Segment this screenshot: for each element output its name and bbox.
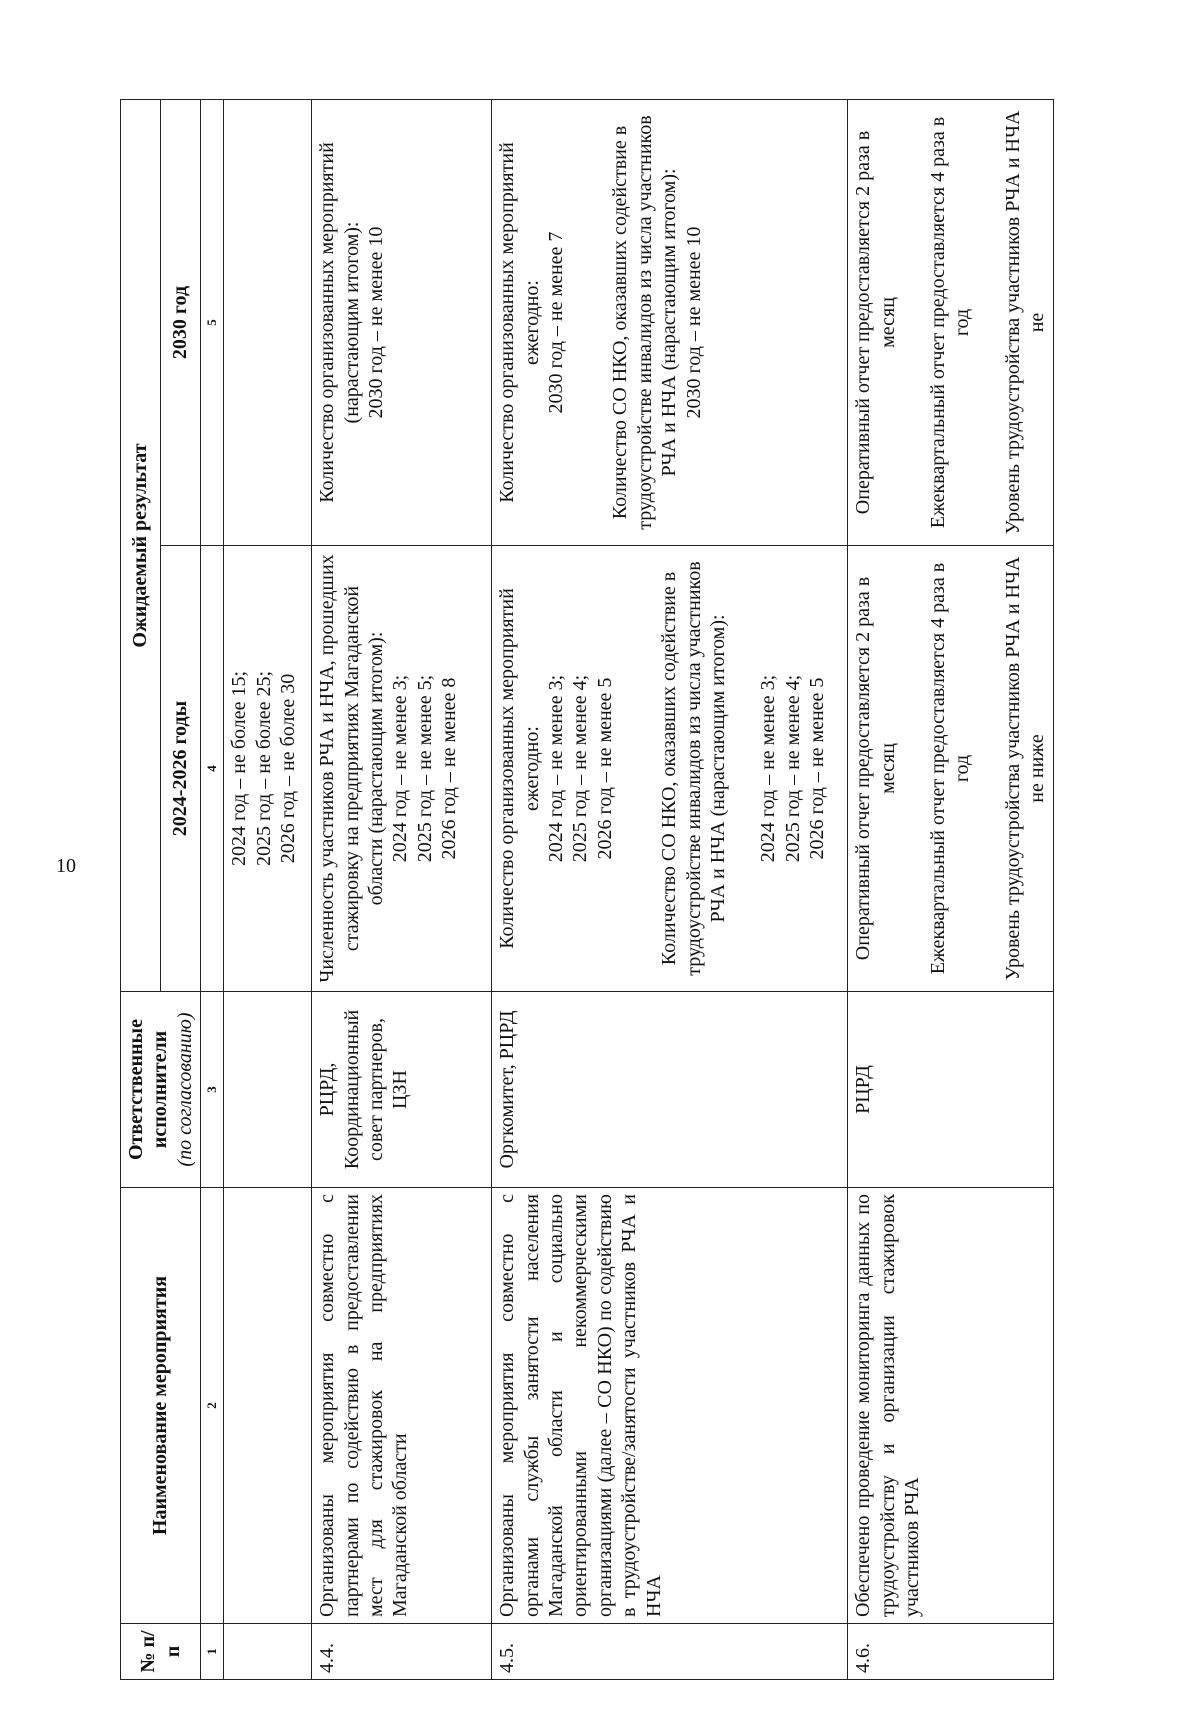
column-number-row (201, 100, 224, 1680)
result-line: 2030 год – не менее 7 (544, 231, 567, 414)
row-result-2024-2026 (312, 546, 492, 992)
result-line: 2025 год – не менее 5; (413, 674, 436, 863)
row-name: Обеспечено проведение мониторинга данных по трудоустройству и организации стажировок участников РЧА (848, 1188, 1053, 1624)
table-row (848, 100, 1053, 1680)
header-name: Наименование мероприятия (121, 1188, 201, 1624)
row-result-2024-2026 (224, 546, 312, 992)
result-line: Количество организованных мероприятий (нарастающим итогом): (316, 142, 363, 503)
header-years-2024-2026: 2024-2026 годы (161, 546, 201, 992)
result-line: Ежеквартальный отчет предоставляется 4 раза в год (926, 562, 974, 975)
row-name: Организованы мероприятия совместно с партнерами по содействию в предоставлении мест для стажировок на предприятиях Магаданской области (312, 1188, 492, 1624)
row-responsible: РЦРД, Координационный совет партнеров, ЦЗН (312, 992, 492, 1188)
column-number: 3 (201, 992, 224, 1188)
result-line: 2026 год – не более 30 (276, 673, 299, 864)
column-number: 1 (201, 1624, 224, 1680)
row-num (224, 1624, 312, 1680)
result-line: 2030 год – не менее 10 (682, 226, 705, 419)
result-line: Ежеквартальный отчет предоставляется 4 раза в год (926, 116, 974, 529)
row-num: 4.6. (848, 1624, 1053, 1680)
header-year-2030: 2030 год (161, 100, 201, 546)
result-line: Численность участников РЧА и НЧА, прошедших стажировку на предприятиях Магаданской области (нарастающим итогом): (316, 554, 387, 983)
header-responsible-note: (по согласованию) (173, 1012, 196, 1167)
row-result-2024-2026 (492, 546, 848, 992)
result-line: Уровень трудоустройства участников РЧА и НЧА не (1001, 110, 1049, 535)
row-responsible: Оргкомитет, РЦРД (492, 992, 848, 1188)
events-table (120, 99, 1054, 1680)
column-number: 5 (201, 100, 224, 546)
result-line: 2024 год – не менее 3; (757, 674, 780, 863)
table-header-row (121, 100, 161, 1680)
result-line: Количество организованных мероприятий ежегодно: (496, 588, 543, 949)
row-result-2030 (224, 100, 312, 546)
table-row (224, 100, 312, 1680)
result-line: Уровень трудоустройства участников РЧА и НЧА не ниже (1001, 556, 1049, 981)
header-responsible-label: Ответственные исполнители (125, 1018, 172, 1161)
page-number: 10 (56, 855, 76, 877)
row-result-2030 (312, 100, 492, 546)
row-responsible: РЦРД (848, 992, 1053, 1188)
result-line: Количество СО НКО, оказавших содействие в трудоустройстве инвалидов из числа участников РЧА и НЧА (нарастающим итогом): (658, 561, 729, 976)
result-line: 2024 год – не более 15; (228, 670, 251, 867)
result-line: 2030 год – не менее 10 (364, 226, 387, 419)
row-name (224, 1188, 312, 1624)
result-line: 2026 год – не менее 8 (438, 677, 461, 860)
result-line: 2025 год – не более 25; (252, 670, 275, 867)
row-result-2030 (848, 100, 1053, 546)
header-num: № п/п (121, 1624, 201, 1680)
result-line: Оперативный отчет предоставляется 2 раза в месяц (852, 576, 899, 961)
result-line: 2025 год – не менее 4; (781, 674, 804, 863)
row-responsible (224, 992, 312, 1188)
result-line: 2026 год – не менее 5 (806, 677, 829, 860)
row-result-2030 (492, 100, 848, 546)
header-responsible (121, 992, 201, 1188)
table-row (492, 100, 848, 1680)
column-number: 2 (201, 1188, 224, 1624)
result-line: Количество СО НКО, оказавших содействие в трудоустройстве инвалидов из числа участников РЧА и НЧА (нарастающим итогом): (609, 115, 681, 530)
result-line: 2025 год – не менее 4; (569, 674, 592, 863)
result-line: 2024 год – не менее 3; (544, 674, 567, 863)
result-line: Оперативный отчет предоставляется 2 раза в месяц (852, 130, 899, 515)
result-line: Количество организованных мероприятий ежегодно: (496, 142, 543, 503)
result-line: 2026 год – не менее 5 (593, 677, 616, 860)
table-row (312, 100, 492, 1680)
column-number: 4 (201, 546, 224, 992)
rotated-page (120, 99, 1054, 1680)
header-result: Ожидаемый результат (121, 100, 161, 992)
result-line: 2024 год – не менее 3; (389, 674, 412, 863)
row-num: 4.5. (492, 1624, 848, 1680)
row-name: Организованы мероприятия совместно с органами службы занятости населения Магаданской области и социально ориентированными некоммерческими организациями (далее – СО НКО) по содействию в трудоустройстве/занятости участников РЧА и НЧА (492, 1188, 848, 1624)
row-result-2024-2026 (848, 546, 1053, 992)
row-num: 4.4. (312, 1624, 492, 1680)
